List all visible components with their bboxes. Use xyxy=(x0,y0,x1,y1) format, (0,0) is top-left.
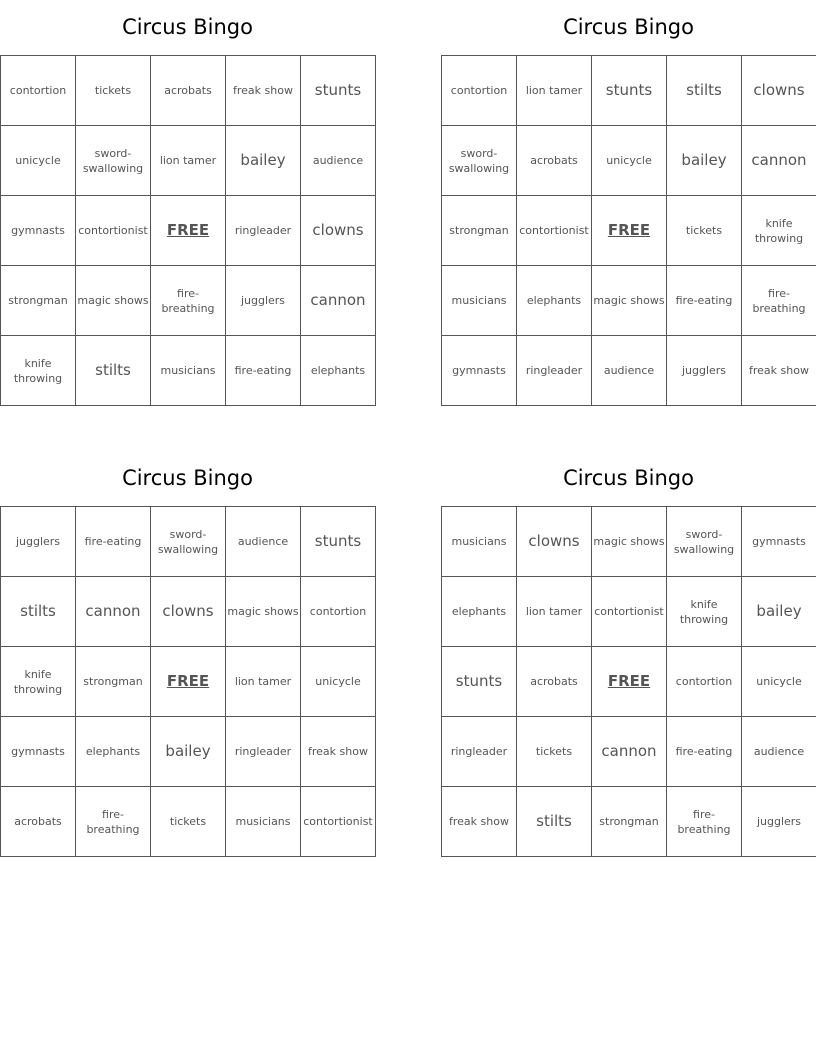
grid-cell: cannon xyxy=(301,266,376,336)
grid-cell: jugglers xyxy=(1,507,76,577)
grid-cell: magic shows xyxy=(592,266,667,336)
grid-cell: knife throwing xyxy=(1,336,76,406)
grid-cell: contortionist xyxy=(301,787,376,857)
grid-cell: acrobats xyxy=(517,126,592,196)
grid-row xyxy=(442,717,816,787)
grid-cell: strongman xyxy=(76,647,151,717)
grid-row xyxy=(442,56,816,126)
grid-cell: ringleader xyxy=(226,717,301,787)
grid-row xyxy=(1,647,376,717)
grid-row xyxy=(442,787,816,857)
grid-cell: unicycle xyxy=(592,126,667,196)
grid-cell: strongman xyxy=(442,196,517,266)
grid-cell: cannon xyxy=(742,126,816,196)
grid-row xyxy=(1,717,376,787)
grid-cell: fire-eating xyxy=(667,266,742,336)
grid-cell: gymnasts xyxy=(1,717,76,787)
grid-cell: tickets xyxy=(151,787,226,857)
grid-cell: musicians xyxy=(442,507,517,577)
grid-cell: knife throwing xyxy=(667,577,742,647)
grid-cell: contortionist xyxy=(592,577,667,647)
bingo-grid xyxy=(0,55,376,406)
grid-cell: strongman xyxy=(1,266,76,336)
grid-cell: clowns xyxy=(301,196,376,266)
grid-cell: freak show xyxy=(742,336,816,406)
grid-cell: sword-swallowing xyxy=(667,507,742,577)
free-space: FREE xyxy=(151,196,226,266)
bingo-grid xyxy=(441,506,816,857)
grid-cell: knife throwing xyxy=(1,647,76,717)
grid-cell: stunts xyxy=(301,507,376,577)
grid-cell: contortionist xyxy=(76,196,151,266)
grid-cell: acrobats xyxy=(151,56,226,126)
grid-cell: bailey xyxy=(742,577,816,647)
grid-cell: lion tamer xyxy=(517,577,592,647)
grid-cell: sword-swallowing xyxy=(76,126,151,196)
grid-cell: contortion xyxy=(442,56,517,126)
grid-cell: fire-breathing xyxy=(76,787,151,857)
grid-cell: fire-eating xyxy=(667,717,742,787)
grid-row xyxy=(442,196,816,266)
grid-cell: stilts xyxy=(667,56,742,126)
grid-cell: magic shows xyxy=(592,507,667,577)
grid-cell: stunts xyxy=(301,56,376,126)
grid-cell: audience xyxy=(226,507,301,577)
grid-cell: elephants xyxy=(517,266,592,336)
grid-cell: tickets xyxy=(517,717,592,787)
grid-cell: ringleader xyxy=(517,336,592,406)
grid-cell: jugglers xyxy=(226,266,301,336)
grid-cell: musicians xyxy=(226,787,301,857)
grid-row xyxy=(1,266,376,336)
grid-cell: cannon xyxy=(76,577,151,647)
grid-cell: jugglers xyxy=(742,787,816,857)
grid-cell: fire-eating xyxy=(226,336,301,406)
grid-cell: gymnasts xyxy=(442,336,517,406)
free-space: FREE xyxy=(592,647,667,717)
grid-cell: strongman xyxy=(592,787,667,857)
bingo-grid xyxy=(0,506,376,857)
grid-cell: contortion xyxy=(301,577,376,647)
free-space: FREE xyxy=(151,647,226,717)
grid-cell: clowns xyxy=(517,507,592,577)
grid-row xyxy=(1,787,376,857)
grid-cell: bailey xyxy=(151,717,226,787)
grid-cell: ringleader xyxy=(442,717,517,787)
grid-cell: unicycle xyxy=(1,126,76,196)
card-title: Circus Bingo xyxy=(563,466,694,490)
grid-row xyxy=(442,577,816,647)
card-title: Circus Bingo xyxy=(122,15,253,39)
grid-cell: acrobats xyxy=(517,647,592,717)
grid-cell: sword-swallowing xyxy=(442,126,517,196)
grid-cell: freak show xyxy=(301,717,376,787)
grid-cell: stilts xyxy=(76,336,151,406)
grid-row xyxy=(1,196,376,266)
grid-cell: clowns xyxy=(151,577,226,647)
grid-row xyxy=(442,647,816,717)
grid-cell: sword-swallowing xyxy=(151,507,226,577)
grid-cell: ringleader xyxy=(226,196,301,266)
grid-cell: lion tamer xyxy=(151,126,226,196)
grid-cell: stilts xyxy=(1,577,76,647)
grid-cell: fire-breathing xyxy=(151,266,226,336)
grid-cell: musicians xyxy=(151,336,226,406)
grid-cell: magic shows xyxy=(226,577,301,647)
grid-cell: audience xyxy=(742,717,816,787)
grid-cell: unicycle xyxy=(301,647,376,717)
grid-cell: fire-breathing xyxy=(742,266,816,336)
grid-cell: acrobats xyxy=(1,787,76,857)
card-title: Circus Bingo xyxy=(122,466,253,490)
grid-cell: elephants xyxy=(442,577,517,647)
grid-cell: stunts xyxy=(592,56,667,126)
grid-row xyxy=(442,507,816,577)
grid-row xyxy=(442,126,816,196)
grid-cell: elephants xyxy=(76,717,151,787)
grid-row xyxy=(1,336,376,406)
grid-cell: fire-eating xyxy=(76,507,151,577)
grid-cell: lion tamer xyxy=(517,56,592,126)
grid-cell: elephants xyxy=(301,336,376,406)
grid-cell: stunts xyxy=(442,647,517,717)
grid-cell: bailey xyxy=(226,126,301,196)
grid-cell: jugglers xyxy=(667,336,742,406)
bingo-grid xyxy=(441,55,816,406)
grid-cell: lion tamer xyxy=(226,647,301,717)
grid-row xyxy=(1,507,376,577)
grid-cell: musicians xyxy=(442,266,517,336)
grid-cell: tickets xyxy=(76,56,151,126)
grid-cell: contortion xyxy=(1,56,76,126)
grid-cell: stilts xyxy=(517,787,592,857)
grid-cell: freak show xyxy=(442,787,517,857)
grid-cell: audience xyxy=(301,126,376,196)
grid-row xyxy=(1,577,376,647)
grid-cell: contortion xyxy=(667,647,742,717)
grid-cell: gymnasts xyxy=(1,196,76,266)
grid-cell: unicycle xyxy=(742,647,816,717)
grid-row xyxy=(1,126,376,196)
free-space: FREE xyxy=(592,196,667,266)
grid-row xyxy=(442,336,816,406)
grid-cell: cannon xyxy=(592,717,667,787)
grid-cell: fire-breathing xyxy=(667,787,742,857)
card-title: Circus Bingo xyxy=(563,15,694,39)
grid-cell: gymnasts xyxy=(742,507,816,577)
grid-cell: audience xyxy=(592,336,667,406)
grid-cell: magic shows xyxy=(76,266,151,336)
grid-cell: knife throwing xyxy=(742,196,816,266)
grid-row xyxy=(442,266,816,336)
grid-cell: tickets xyxy=(667,196,742,266)
grid-row xyxy=(1,56,376,126)
grid-cell: bailey xyxy=(667,126,742,196)
grid-cell: clowns xyxy=(742,56,816,126)
grid-cell: contortionist xyxy=(517,196,592,266)
grid-cell: freak show xyxy=(226,56,301,126)
